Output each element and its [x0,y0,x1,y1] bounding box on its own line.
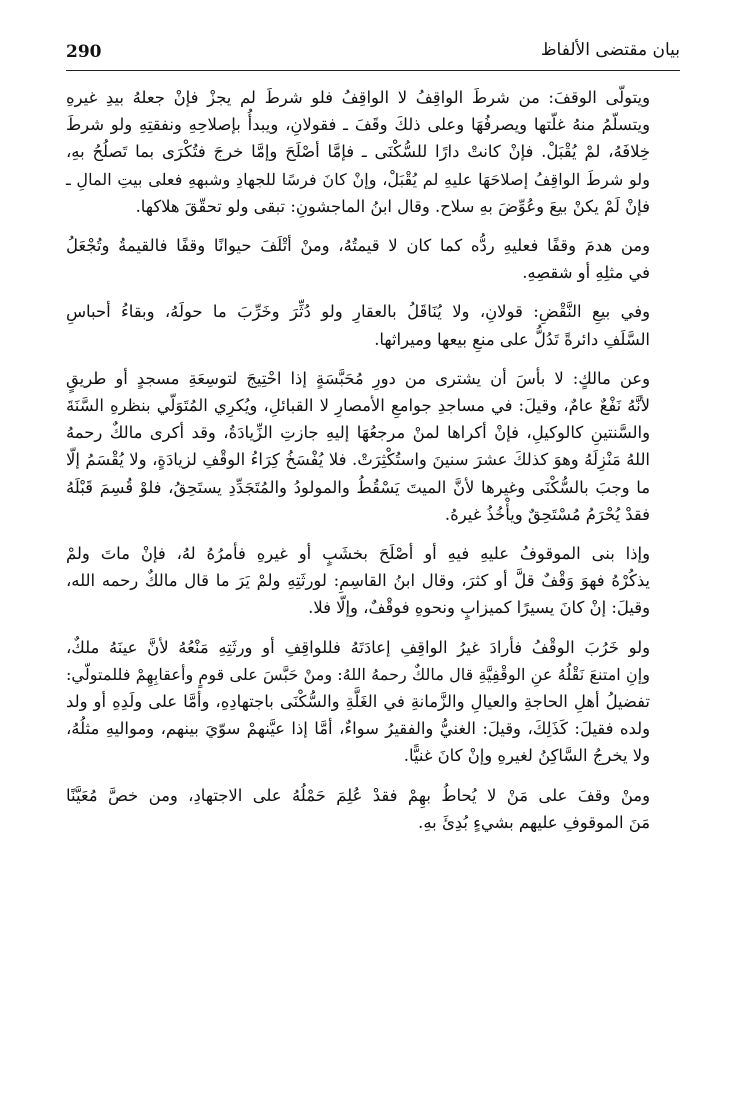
header-rule [66,70,680,71]
text-line: وإنِ امتنعَ نَقْلُهُ عنِ الوقْفِيَّةِ قال مالكٌ رحمهُ اللهُ: ومنْ حَبَّسَ على قومٍ وأعقابِهِمْ فللمتولّي: [66,664,650,684]
text-line: وإذا بنى الموقوفُ عليهِ فيهِ أو أصْلَحَ بخشَبٍ أو غيرهِ فأمرُهُ لهُ، فإنْ ماتَ ولمْ [66,544,650,564]
text-line: ومن هدمَ وقفًا فعليهِ ردُّه كما كان لا قيمتُهُ، ومنْ أتْلَفَ حيوانًا وقفًا فالقيمةُ وتُجْعَلُ [66,236,650,256]
paragraph [66,84,680,220]
page-number: 290 [66,42,102,62]
paragraph [66,298,680,352]
text-line: خِلافَهُ، لمْ يُقْبَلْ. فإنْ كانتْ دارًا للسُّكْنَى ـ فإمَّا أصْلَحَ وإمَّا خرجَ فتُكْرَى بما تَصلُحُ بهِ، [66,142,650,162]
paragraph [66,634,680,770]
text-line: اللهُ مَنْزِلَهُ وهوَ كذلكَ عشرَ سنينَ واستُكْثِرَتْ. فلا يُفْسَخُ كِرَاءُ الوقْفِ لزيادَةٍ، ولا يُقْسَمُ إلّا [66,450,650,470]
paragraph [66,365,680,528]
text-line: ومنْ وقفَ على مَنْ لا يُحاطُ بهِمْ فقدْ عُلِمَ حَمْلُهُ على الاجتهادِ، ومن خصَّ مُعَيَّنًا [66,785,650,805]
text-line: ما وجبَ بالسُّكْنَى وغيرها لأنَّ الميتَ يَسْقُطُ والمولودُ والمُتَجَدِّدِ يستَحِقُ، فلوْ قُسِمَ قَبْلَهُ [66,477,650,497]
text-line: مَنَ الموقوفِ عليهم بشيءٍ بُدِئَ بهِ. [418,812,650,832]
text-line: ولا يخرجُ السَّاكِنُ لغيرهِ وإنْ كانَ غنيًّا. [403,746,650,766]
text-line: ويتسلّمُ منهُ غلّتها ويصرفُهَا وعلى ذلكَ وقَفَ ـ فقولانِ، ويبدأُ بإصلاحِهِ ونفقتِهِ ولو شرطَ [66,115,650,135]
text-line: وفي بيعِ النَّقْضِ: قولانِ، ولا يُنَاقَلُ بالعقارِ ولو دُثِّرَ وخَرِّبَ ما حولَهُ، وبقاءُ أحباسِ [66,302,650,322]
text-line: والسَّنتينِ كالوكيلِ، فإنْ أكراها لمنْ مرجعُهَا إليهِ جازتِ الزِّيادَةُ، وقد أكرى مالكٌ رحمهُ [66,423,650,443]
text-line: وعن مالكٍ: لا بأسَ أن يشترى من دورِ مُحَبَّسَةٍ إذا احْتِيجَ لتوسِعَةِ مسجدٍ أو طريقٍ [66,368,650,388]
text-line: ولو شرطَ الواقِفُ إصلاحَهَا عليهِ لم يُقْبَلْ، وإنْ كانَ فرسًا للجهادِ وشبههِ فعلى بيتِ المالِ ـ [66,169,650,189]
text-line: ولو خَرُبَ الوقْفُ فأرادَ غيرُ الواقِفِ إعادَتَهُ فللواقِفِ أو ورثَتِهِ مَنْعُهُ لأنَّ عينَهُ ملكٌ، [66,637,650,657]
text-line: لأنَّهُ نَفْعٌ عامٌ، وقيلَ: في مساجدِ جوامعِ الأمصارِ لا القبائلِ، ويُكرِي المُتَوَلّي بنظرهِ السَّنَةَ [66,396,650,416]
text-line: في مثلِهِ أو شقصِهِ. [522,263,650,283]
text-line: السَّلَفِ دائرةً تَدُلُّ على منعِ بيعها وميراثها. [374,329,650,349]
running-title: بيان مقتضى الألفاظ [540,40,680,60]
text-line: فإنْ لَمْ يكنْ بيعَ وعُوِّضَ بهِ سلاح. وقال ابنُ الماجشونِ: تبقى ولو تحقّقَ هلاكها. [135,196,650,216]
text-line: فقدْ يُحْرَمُ مُسْتَحِقٌ ويأْخُذُ غيرهُ. [444,504,650,524]
paragraph [66,232,680,286]
text-line: تفضيلُ أهلِ الحاجةِ والعيالِ والزَّمانةِ في الغَلَّةِ والسُّكْنَى باجتهادِهِ، وأمَّا على ولَدِهِ أو ولد [66,692,650,712]
text-line: ويتولّى الوقفَ: من شرطَ الواقِفُ لا الواقِفُ فلو شرطَ لم يجزْ فإنْ جعلهُ بيدِ غيرهِ [66,88,650,107]
text-line: وقيلَ: إنْ كانَ يسيرًا كميزابٍ ونحوهِ فوقْفٌ، وإلّا فلا. [308,598,650,618]
text-line: ولده فقيلَ: كَذَلِكَ، وقيلَ: الغنيُّ والفقيرُ سواءٌ، أمَّا إذا عيَّنهمْ سوّيَ بينهم، ومواليهِ مثلُهُ، [66,719,650,739]
text-line: يذكُرْهُ فهوَ وَقْفٌ قلَّ أو كثرَ، وقال ابنُ القاسِمِ: لورثَتِهِ ولمْ يَرَ ما قال مالكٌ رحمه الله، [66,571,650,591]
page-header [66,40,680,70]
body-text [66,84,680,848]
paragraph [66,782,680,836]
paragraph [66,540,680,622]
